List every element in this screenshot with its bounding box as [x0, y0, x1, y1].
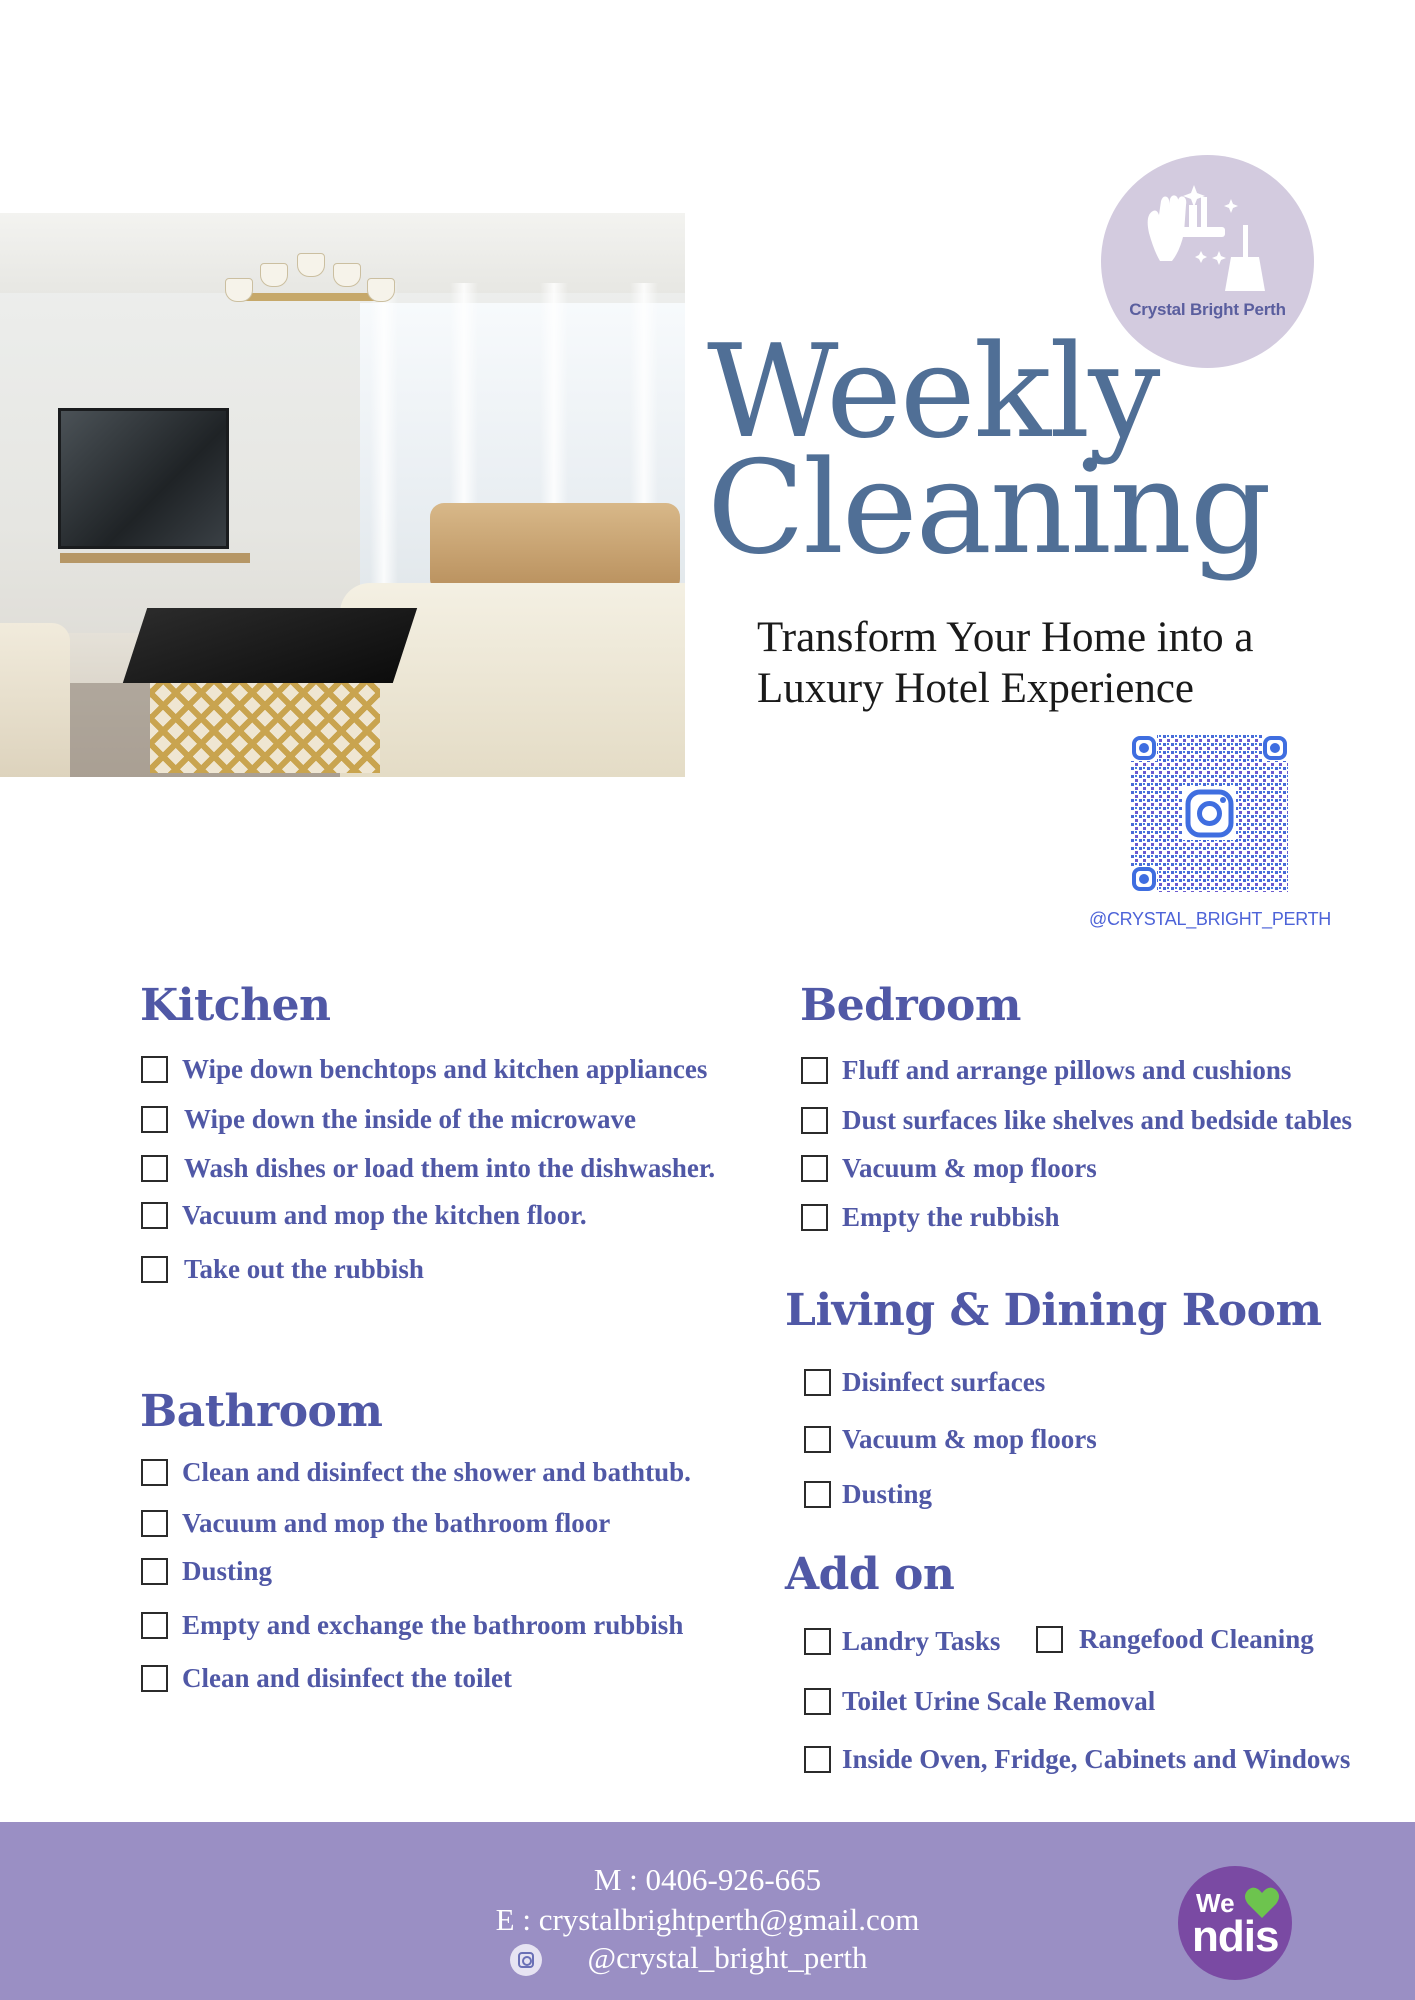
item-label: Empty the rubbish — [842, 1202, 1060, 1232]
kitchen-heading: Kitchen — [140, 980, 331, 1031]
ndis-name-text: ndis — [1192, 1912, 1279, 1961]
item-label: Vacuum & mop floors — [842, 1153, 1097, 1183]
item-label: Vacuum & mop floors — [842, 1424, 1097, 1454]
living-dining-heading: Living & Dining Room — [785, 1285, 1322, 1336]
checkbox[interactable] — [804, 1628, 831, 1655]
kitchen-item[interactable] — [141, 1104, 636, 1135]
item-label: Wipe down benchtops and kitchen appliances — [182, 1054, 708, 1084]
living-item[interactable] — [804, 1367, 1045, 1398]
checkbox[interactable] — [141, 1665, 168, 1692]
checkbox[interactable] — [801, 1107, 828, 1134]
item-label: Wipe down the inside of the microwave — [184, 1104, 636, 1134]
item-label: Clean and disinfect the toilet — [182, 1663, 512, 1693]
instagram-handle-label: @CRYSTAL_BRIGHT_PERTH — [1088, 909, 1332, 929]
bedroom-item[interactable] — [801, 1105, 1352, 1136]
bedroom-item[interactable] — [801, 1055, 1291, 1086]
addon-item[interactable] — [804, 1626, 1000, 1657]
item-label: Take out the rubbish — [184, 1254, 424, 1284]
checkbox[interactable] — [141, 1056, 168, 1083]
checkbox[interactable] — [141, 1612, 168, 1639]
item-label: Rangefood Cleaning — [1079, 1624, 1314, 1654]
bedroom-item[interactable] — [801, 1202, 1060, 1233]
item-label: Dusting — [842, 1479, 933, 1509]
item-label: Toilet Urine Scale Removal — [842, 1686, 1156, 1716]
bedroom-item[interactable] — [801, 1153, 1097, 1184]
email-address[interactable]: E : crystalbrightperth@gmail.com — [495, 1902, 920, 1937]
subtitle-line-1: Transform Your Home into a — [757, 614, 1254, 661]
cleaning-tools-icon — [1101, 155, 1314, 295]
checkbox[interactable] — [804, 1481, 831, 1508]
checkbox[interactable] — [141, 1256, 168, 1283]
checkbox[interactable] — [801, 1057, 828, 1084]
phone-number[interactable]: M : 0406-926-665 — [593, 1862, 822, 1897]
bedroom-heading: Bedroom — [800, 980, 1021, 1031]
ndis-logo — [1178, 1866, 1292, 1980]
addon-item[interactable] — [804, 1744, 1350, 1775]
checkbox[interactable] — [141, 1155, 168, 1182]
title-line-1: Weekly — [707, 318, 1159, 467]
item-label: Disinfect surfaces — [842, 1367, 1046, 1397]
bathroom-item[interactable] — [141, 1663, 512, 1694]
kitchen-item[interactable] — [141, 1153, 715, 1184]
checkbox[interactable] — [804, 1426, 831, 1453]
bathroom-item[interactable] — [141, 1508, 610, 1539]
brand-name: Crystal Bright Perth — [1129, 300, 1286, 319]
bathroom-item[interactable] — [141, 1610, 683, 1641]
instagram-qr-code[interactable] — [1131, 735, 1288, 892]
kitchen-item[interactable] — [141, 1200, 587, 1231]
bathroom-item[interactable] — [141, 1556, 272, 1587]
living-item[interactable] — [804, 1479, 932, 1510]
bathroom-heading: Bathroom — [140, 1386, 383, 1437]
item-label: Wash dishes or load them into the dishwasher. — [184, 1153, 716, 1183]
checkbox[interactable] — [804, 1746, 831, 1773]
checkbox[interactable] — [141, 1558, 168, 1585]
checkbox[interactable] — [1036, 1626, 1063, 1653]
living-room-photo — [0, 213, 685, 777]
page-title — [707, 318, 1270, 583]
addon-heading: Add on — [785, 1549, 955, 1600]
checkbox[interactable] — [141, 1106, 168, 1133]
ndis-we-text: We — [1196, 1888, 1235, 1918]
item-label: Clean and disinfect the shower and bathtub. — [182, 1457, 691, 1487]
checkbox[interactable] — [141, 1459, 168, 1486]
subtitle — [757, 612, 1254, 714]
checkbox[interactable] — [141, 1202, 168, 1229]
bathroom-item[interactable] — [141, 1457, 691, 1488]
item-label: Vacuum and mop the kitchen floor. — [182, 1200, 587, 1230]
item-label: Inside Oven, Fridge, Cabinets and Windows — [842, 1744, 1351, 1774]
item-label: Dust surfaces like shelves and bedside tables — [842, 1105, 1353, 1135]
title-line-2: Cleaning — [707, 434, 1270, 583]
item-label: Dusting — [182, 1556, 273, 1586]
instagram-handle[interactable]: @crystal_bright_perth — [587, 1940, 868, 1975]
item-label: Vacuum and mop the bathroom floor — [182, 1508, 611, 1538]
checkbox[interactable] — [801, 1155, 828, 1182]
item-label: Fluff and arrange pillows and cushions — [842, 1055, 1292, 1085]
item-label: Empty and exchange the bathroom rubbish — [182, 1610, 684, 1640]
checkbox[interactable] — [804, 1369, 831, 1396]
addon-item[interactable] — [804, 1686, 1155, 1717]
checkbox[interactable] — [141, 1510, 168, 1537]
kitchen-item[interactable] — [141, 1054, 707, 1085]
checkbox[interactable] — [801, 1204, 828, 1231]
living-item[interactable] — [804, 1424, 1097, 1455]
subtitle-line-2: Luxury Hotel Experience — [757, 665, 1194, 712]
item-label: Landry Tasks — [842, 1626, 1001, 1656]
addon-item[interactable] — [1036, 1624, 1314, 1655]
checkbox[interactable] — [804, 1688, 831, 1715]
kitchen-item[interactable] — [141, 1254, 424, 1285]
